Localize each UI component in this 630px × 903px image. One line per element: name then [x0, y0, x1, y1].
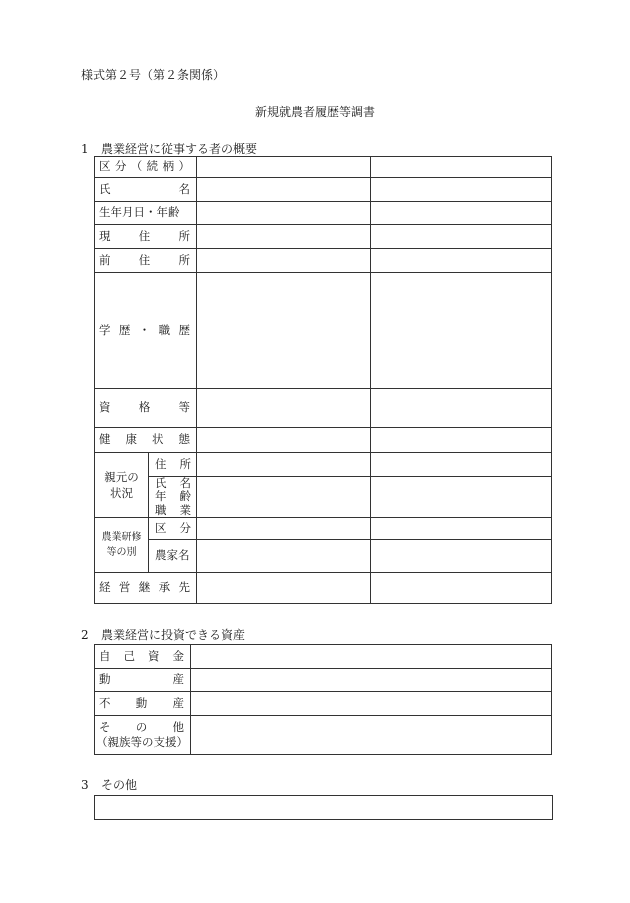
- table-line: [94, 603, 552, 604]
- table-line: [148, 539, 552, 540]
- label-kubun: 区 分 （ 続 柄 ）: [99, 159, 190, 174]
- other-notes-box[interactable]: [94, 795, 553, 820]
- form-number: 様式第２号（第２条関係）: [81, 68, 226, 82]
- table-line: [551, 644, 552, 754]
- label-own-funds: 自 己 資 金: [99, 648, 184, 663]
- table-line: [190, 644, 191, 754]
- table-line: [94, 644, 95, 754]
- label-name: 氏 名: [99, 181, 190, 196]
- label-movable-property: 動 産: [99, 672, 184, 687]
- label-parents-name-age-occupation: 氏 名 年 齢 職 業: [155, 475, 191, 517]
- label-training-type: 農業研修 等の別: [101, 532, 142, 558]
- section-number: 3: [81, 778, 89, 792]
- label-previous-address: 前 住 所: [99, 252, 190, 267]
- section-1-heading: [81, 140, 257, 157]
- table-line: [196, 156, 197, 603]
- label-other-assets: そ の 他 （親族等の支援）: [96, 720, 188, 749]
- table-line: [370, 156, 371, 603]
- section-2-heading: [81, 626, 245, 643]
- section-title: 農業経営に投資できる資産: [101, 628, 246, 642]
- label-current-address: 現 住 所: [99, 228, 190, 243]
- label-farm-name: 農家名: [155, 548, 190, 563]
- label-parents-address: 住 所: [155, 456, 191, 471]
- section-title: その他: [101, 778, 138, 792]
- table-line: [148, 452, 149, 572]
- table-line: [148, 476, 552, 477]
- section-3-heading: [81, 776, 137, 793]
- label-education-career: 学 歴 ・ 職 歴: [99, 322, 190, 337]
- label-health: 健 康 状 態: [99, 432, 190, 447]
- label-real-estate: 不 動 産: [99, 695, 184, 710]
- label-birthdate-age: 生年月日・年齢: [99, 205, 180, 220]
- table-line: [94, 754, 552, 755]
- document-title: 新規就農者履歴等調書: [254, 105, 375, 119]
- label-qualifications: 資 格 等: [99, 400, 190, 415]
- label-training-kubun: 区 分: [155, 520, 191, 535]
- section-title: 農業経営に従事する者の概要: [101, 142, 258, 156]
- label-succession: 経 営 継 承 先: [99, 580, 190, 595]
- label-parents-status: 親元の 状況: [104, 470, 139, 500]
- table-line: [551, 156, 552, 603]
- section-number: 2: [81, 628, 89, 642]
- section-number: 1: [81, 142, 89, 156]
